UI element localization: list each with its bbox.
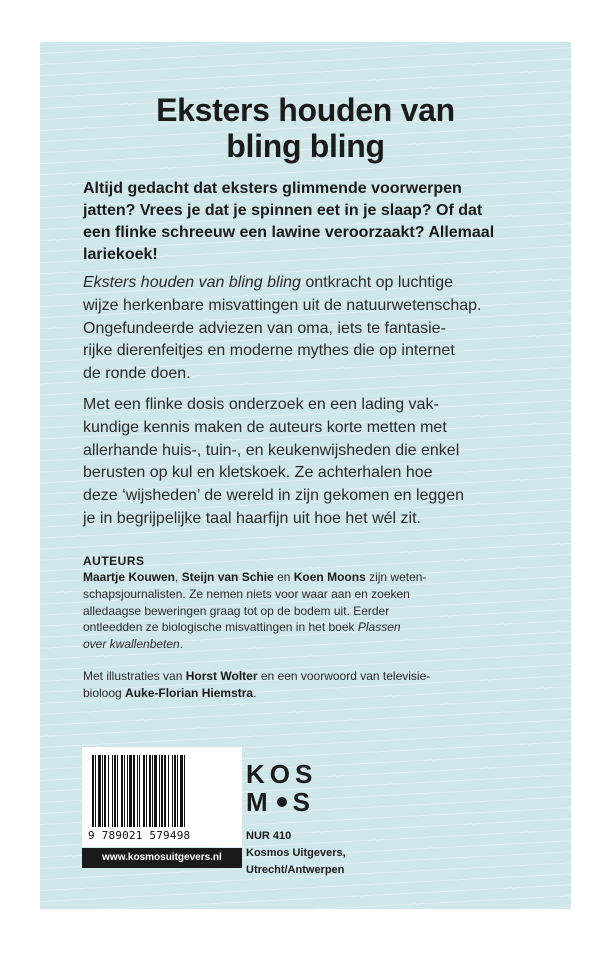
barcode-bar — [161, 755, 163, 827]
barcode-bar — [102, 755, 103, 827]
illustrations-line-start: bioloog — [83, 685, 126, 700]
biologist-name: Auke-Florian Hiemstra — [125, 685, 254, 700]
barcode-bar — [177, 755, 178, 827]
author-separator: , — [175, 570, 182, 584]
isbn-number: 9 789021 579498 — [88, 829, 191, 842]
authors-line — [83, 569, 543, 586]
author-name: Maartje Kouwen — [83, 570, 176, 584]
barcode-bar — [159, 755, 160, 827]
barcode-bar — [133, 755, 135, 827]
barcode-bar — [112, 755, 113, 827]
description-line: berusten op kul en kletskoek. Ze achterhalen hoe — [83, 464, 433, 482]
barcode-bar — [168, 755, 169, 827]
intro-line-rest: ontkracht op luchtige — [300, 274, 454, 291]
description-line: Met een flinke dosis onderzoek en een lading vak- — [83, 396, 439, 413]
title-line-2: bling bling — [226, 128, 385, 164]
authors-line-rest: zijn weten- — [365, 570, 427, 584]
illustrations-line — [83, 668, 543, 685]
barcode-bar — [121, 755, 123, 827]
barcode-bar — [114, 755, 116, 827]
description-line: je in begrijpelijke taal haarfijn uit hoe het wél zit. — [83, 509, 421, 527]
logo-letter: S — [292, 787, 316, 817]
intro-line — [83, 272, 543, 295]
barcode-bars — [90, 755, 234, 827]
logo-line-1: KOS — [246, 759, 318, 789]
kosmos-logo — [246, 759, 318, 817]
barcode-bar — [143, 755, 145, 827]
illustrations-line-rest: en een voorwoord van televisie- — [257, 669, 431, 683]
barcode-bar — [149, 755, 151, 827]
back-cover — [40, 42, 571, 909]
barcode-bar — [184, 755, 185, 827]
barcode-bar — [95, 755, 96, 827]
book-title — [40, 92, 571, 164]
author-name: Steijn van Schie — [181, 570, 274, 584]
barcode-bar — [127, 755, 128, 827]
author-name: Koen Moons — [293, 570, 366, 584]
intro-line: wijze herkenbare misvattingen uit de natuurwetenschap. — [83, 296, 482, 314]
book-title-italic: Eksters houden van bling bling — [83, 274, 301, 291]
barcode — [82, 747, 242, 847]
intro-line: rijke dierenfeitjes en moderne mythes die op internet — [83, 342, 455, 360]
barcode-bar — [124, 755, 125, 827]
authors-paragraph — [83, 569, 543, 653]
illustrations-line-end: . — [253, 685, 257, 700]
illustrations-line-start: Met illustraties van — [83, 669, 186, 683]
barcode-bar — [108, 755, 109, 827]
authors-heading: AUTEURS — [83, 554, 145, 568]
barcode-bar — [152, 755, 153, 827]
previous-book-title-cont: over kwallenbeten — [83, 637, 180, 652]
intro-line: de ronde doen. — [83, 365, 191, 383]
barcode-bar — [180, 755, 183, 827]
lead-paragraph — [83, 178, 543, 266]
authors-line — [83, 619, 543, 636]
authors-line-end: . — [179, 637, 184, 652]
author-separator: en — [273, 570, 294, 584]
barcode-bar — [146, 755, 147, 827]
description-line: allerhande huis-, tuin-, en keukenwijsheden die enkel — [83, 441, 460, 459]
publisher-name: Kosmos Uitgevers, — [246, 847, 346, 859]
intro-paragraph — [83, 272, 543, 386]
barcode-bar — [174, 755, 176, 827]
barcode-bar — [104, 755, 106, 827]
barcode-bar — [139, 755, 140, 827]
description-line: kundige kennis maken de auteurs korte metten met — [83, 418, 447, 436]
intro-line: Ongefundeerde adviezen van oma, iets te fantasie- — [83, 319, 446, 337]
website-url: www.kosmosuitgevers.nl — [82, 848, 242, 868]
title-line-1: Eksters houden van — [156, 92, 455, 128]
authors-line-start: ontleedden ze biologische misvattingen in het boek — [83, 620, 358, 635]
logo-dot-icon — [277, 797, 287, 807]
lead-line: Altijd gedacht dat eksters glimmende voorwerpen — [83, 180, 462, 197]
illustrator-name: Horst Wolter — [185, 669, 258, 683]
lead-line: jatten? Vrees je dat je spinnen eet in je slaap? Of dat — [83, 202, 483, 219]
logo-letter: M — [246, 787, 273, 817]
authors-line — [83, 636, 543, 653]
authors-line: schapsjournalisten. Ze nemen niets voor waar aan en zoeken — [83, 586, 410, 601]
publisher-info — [246, 828, 346, 879]
barcode-bar — [154, 755, 157, 827]
illustrations-line — [83, 685, 543, 702]
barcode-bar — [117, 755, 118, 827]
barcode-bar — [172, 755, 173, 827]
description-paragraph — [83, 394, 543, 531]
barcode-bar — [129, 755, 132, 827]
logo-line-2 — [246, 787, 316, 817]
authors-line: alledaagse beweringen graag tot op de bodem uit. Eerder — [83, 603, 390, 618]
barcode-bar — [164, 755, 166, 827]
previous-book-title: Plassen — [357, 620, 401, 635]
barcode-bar — [92, 755, 94, 827]
description-line: deze ‘wijsheden’ de wereld in zijn gekomen en leggen — [83, 487, 464, 505]
illustrations-paragraph — [83, 668, 543, 702]
barcode-bar — [98, 755, 101, 827]
publisher-city: Utrecht/Antwerpen — [246, 864, 345, 876]
barcode-bar — [137, 755, 138, 827]
nur-code: NUR 410 — [246, 830, 292, 842]
lead-line: een flinke schreeuw een lawine veroorzaakt? Allemaal — [83, 224, 495, 241]
lead-line: lariekoek! — [83, 246, 158, 263]
